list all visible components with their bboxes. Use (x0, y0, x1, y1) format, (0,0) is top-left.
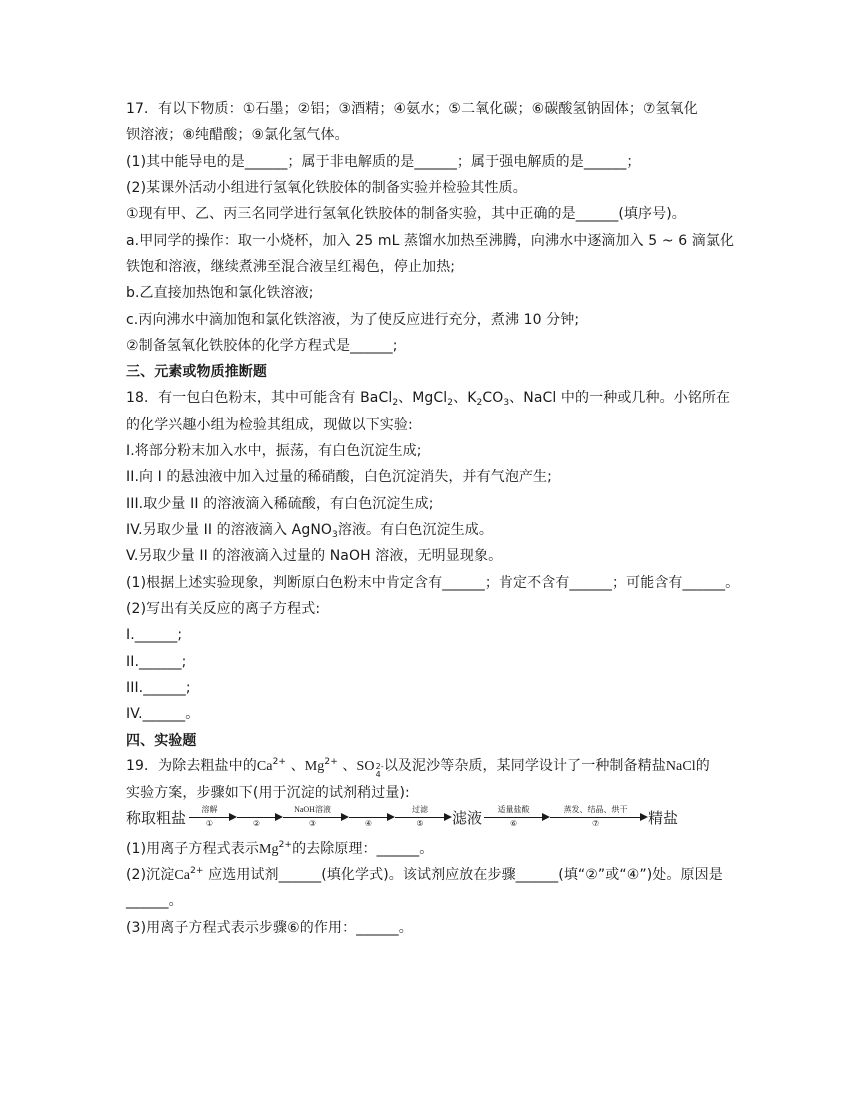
procedure-scheme (126, 805, 678, 829)
q18-step-5: V.另取少量 II 的溶液滴入过量的 NaOH 溶液，无明显现象。 (126, 548, 503, 564)
q17-option-a-line-1: a.甲同学的操作：取一小烧杯，加入 25 mL 蒸馏水加热至沸腾，向沸水中逐滴加入 5 ~ 6 滴氯化 (126, 233, 735, 249)
scheme-step-number: ③ (308, 819, 317, 828)
q18-answer-1: I.______; (126, 627, 183, 643)
q17-part-1: (1)其中能导电的是______；属于非电解质的是______；属于强电解质的是______； (126, 154, 641, 170)
q19-part-2-text-a: (2)沉淀 (126, 867, 175, 883)
q19-part-2-line-2: ______。 (126, 893, 183, 909)
q19-line-1-text-a: 19．为除去粗盐中的 (126, 758, 257, 774)
q19-part-2-text-b: 应选用试剂______(填化学式)。该试剂应放在步骤______(填“②”或“④”)处。原因是 (208, 867, 723, 883)
q17-option-b: b.乙直接加热饱和氯化铁溶液; (126, 285, 314, 301)
scheme-arrow-label: 蒸发、结晶、烘干 (563, 805, 628, 814)
q18-line-2: 的化学兴趣小组为检验其组成，现做以下实验: (126, 417, 413, 433)
q18-answer-2: II.______; (126, 654, 187, 670)
q17-part-2-sub-2: ②制备氢氧化铁胶体的化学方程式是______; (126, 338, 398, 354)
scheme-start: 称取粗盐 (126, 810, 187, 827)
scheme-arrow-1 (189, 805, 237, 829)
q18-subscript: 2 (447, 398, 454, 408)
ion-sulfate-subscript: 4 (375, 770, 381, 779)
q19-part-1 (126, 840, 433, 859)
q17-line-2: 钡溶液；⑧纯醋酸；⑨氯化氢气体。 (126, 127, 349, 143)
q18-answer-4: IV.______。 (126, 706, 200, 722)
scheme-arrow-label: 适量盐酸 (497, 805, 530, 814)
scheme-step-number: ⑤ (416, 819, 424, 828)
scheme-step-number: ⑦ (591, 819, 600, 828)
q19-part-1-text-b: 的去除原理：______。 (292, 841, 434, 857)
ion-magnesium: Mg (258, 842, 279, 857)
scheme-arrow-4 (349, 805, 395, 829)
q18-line-1 (126, 389, 730, 407)
ion-calcium-charge: 2+ (272, 757, 287, 767)
ion-calcium-charge: 2+ (190, 866, 204, 876)
q18-step-4 (126, 521, 493, 539)
scheme-filtrate: 滤液 (452, 810, 483, 827)
q18-step-1: I.将部分粉末加入水中，振荡，有白色沉淀生成; (126, 443, 422, 459)
scheme-arrow-7 (550, 805, 648, 829)
q18-line-1-text-a: 18．有一包白色粉末，其中可能含有 BaCl (126, 390, 393, 406)
q19-line-1 (126, 757, 710, 779)
q19-line-1-text-b: 以及泥沙等杂质，某同学设计了一种制备精盐 (383, 758, 666, 774)
scheme-step-number: ② (252, 819, 261, 828)
scheme-arrow-3 (283, 805, 349, 829)
q18-subscript: 3 (503, 398, 510, 408)
scheme-end: 精盐 (648, 810, 679, 827)
q17-option-a-line-2: 铁饱和溶液，继续煮沸至混合液呈红褐色，停止加热; (126, 259, 456, 275)
q18-line-1-text-c: 、K (453, 390, 477, 406)
ion-sulfate: SO (356, 759, 375, 774)
q18-subscript: 3 (332, 530, 338, 540)
q19-part-1-text-a: (1)用离子方程式表示 (126, 841, 259, 857)
q18-part-1: (1)根据上述实验现象，判断原白色粉末中肯定含有______；肯定不含有______；可能含有______。 (126, 575, 740, 591)
q18-step-4-text-a: IV.另取少量 II 的溶液滴入 AgNO (126, 522, 333, 538)
scheme-arrow-label: 溶解 (201, 805, 218, 814)
scheme-arrow-2 (237, 805, 283, 829)
q18-subscript: 2 (476, 398, 483, 408)
q17-part-2-sub-1: ①现有甲、乙、丙三名同学进行氢氧化铁胶体的制备实验，其中正确的是______(填序号)。 (126, 206, 686, 222)
ion-magnesium: Mg (304, 759, 325, 774)
q18-step-3: III.取少量 II 的溶液滴入稀硫酸，有白色沉淀生成; (126, 496, 434, 512)
q19-line-1-text-c: 的 (695, 758, 710, 774)
scheme-arrow-5 (395, 805, 452, 829)
formula-nacl: NaCl (665, 759, 696, 774)
scheme-arrow-label: NaOH溶液 (294, 805, 331, 814)
q18-subscript: 2 (392, 398, 399, 408)
section-heading-3: 三、元素或物质推断题 (126, 364, 267, 380)
ion-magnesium-charge: 2+ (324, 757, 338, 767)
q17-option-c: c.丙向沸水中滴加饱和氯化铁溶液，为了使反应进行充分，煮沸 10 分钟; (126, 312, 580, 328)
scheme-step-number: ④ (364, 819, 373, 828)
scheme-step-number: ① (205, 819, 214, 828)
ion-magnesium-charge: 2+ (278, 840, 293, 850)
scheme-step-number: ⑥ (509, 819, 518, 828)
q19-line-2: 实验方案，步骤如下(用于沉淀的试剂稍过量): (126, 785, 410, 801)
q18-step-2: II.向 I 的悬浊液中加入过量的稀硝酸，白色沉淀消失，并有气泡产生; (126, 469, 552, 485)
q18-part-2: (2)写出有关反应的离子方程式: (126, 601, 321, 617)
q19-part-3: (3)用离子方程式表示步骤⑥的作用：______。 (126, 920, 413, 936)
section-heading-4: 四、实验题 (126, 733, 197, 749)
q18-line-1-text-b: 、MgCl (398, 390, 448, 406)
ion-calcium: Ca (256, 759, 273, 774)
ion-sulfate-indices (376, 763, 384, 779)
q18-line-1-text-d: CO (482, 390, 504, 406)
ion-sulfate-charge: 2- (375, 762, 384, 771)
scheme-arrow-6 (484, 805, 550, 829)
q17-line-1: 17．有以下物质：①石墨；②铝；③酒精；④氨水；⑤二氧化碳；⑥碳酸氢钠固体；⑦氢氧化 (126, 101, 698, 117)
separator: 、 (342, 758, 357, 774)
separator: 、 (290, 758, 305, 774)
q18-step-4-text-b: 溶液。有白色沉淀生成。 (337, 522, 493, 538)
q18-line-1-text-e: 、NaCl 中的一种或几种。小铭所在 (509, 390, 731, 406)
q18-answer-3: III.______; (126, 680, 191, 696)
ion-calcium: Ca (174, 868, 191, 883)
scheme-arrow-label: 过滤 (412, 805, 429, 814)
q17-part-2: (2)某课外活动小组进行氢氧化铁胶体的制备实验并检验其性质。 (126, 180, 527, 196)
q19-part-2-line-1 (126, 866, 723, 885)
